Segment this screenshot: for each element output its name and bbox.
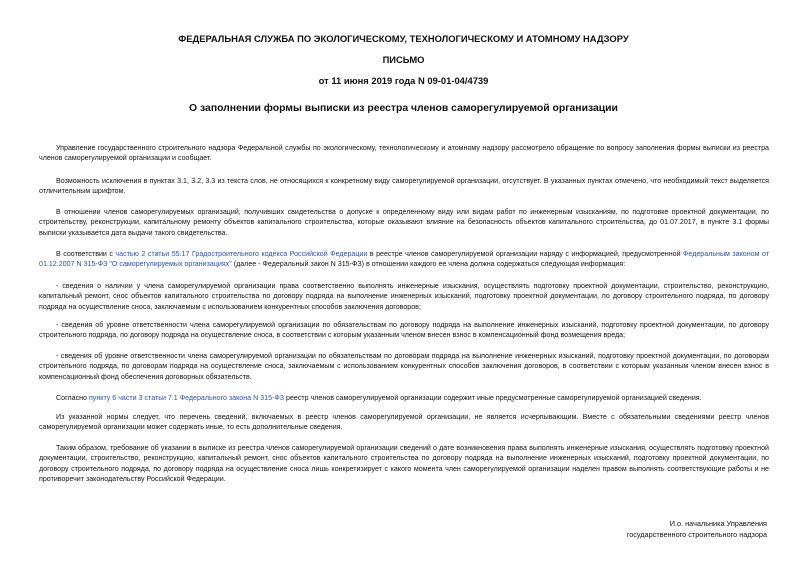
signature-line-2: государственного строительного надзора	[626, 530, 767, 539]
paragraph-10: Таким образом, требование об указании в выписке из реестра членов саморегулируемой организации сведений о дате возникновения права выполнять инженерные изыскания, осуществлять подготовку проектной документации, строительство, реконструкцию, капитальный ремонт, снос объектов капитального строительства по договору подряда на выполнение инженерных изысканий, подготовку проектной документации, по договору строительного подряда, по договору подряда на осуществление сноса лишь конкретизирует с какого момента член саморегулируемой организации наделен правом выполнять соответствующие работы и не противоречит законодательству Российской Федерации.	[39, 444, 769, 484]
paragraph-9: Из указанной нормы следует, что перечень сведений, включаемых в реестр членов саморегулируемой организации, не является исчерпывающим. Вместе с обязательными сведениями реестр членов саморегулируемой организации может содержать иные, то есть дополнительные сведения.	[39, 413, 769, 432]
paragraph-4-text-3: (далее - Федеральный закон N 315-ФЗ) в отношении каждого ее члена должна содержаться следующая информация:	[231, 260, 626, 269]
paragraph-4-text-2: в реестре членов саморегулируемой организации наряду с информацией, предусмотренной	[367, 250, 684, 258]
doc-date-number: от 11 июня 2019 года N 09-01-04/4739	[318, 75, 489, 86]
paragraph-1: Управление государственного строительного надзора Федеральной службы по экологическому, технологическому и атомному надзору рассмотрело обращение по вопросу заполнения формы выписки из реестра членов саморегулируемой организации и сообщает.	[39, 144, 769, 163]
doc-subject: О заполнении формы выписки из реестра членов саморегулируемой организации	[189, 103, 618, 114]
paragraph-8-text-1: Согласно	[56, 394, 89, 402]
paragraph-6: - сведения об уровне ответственности члена саморегулируемой организации по обязательствам по договору подряда на выполнение инженерных изысканий, подготовку проектной документации, по договору строительного подряда, по договору подряда на осуществление сноса, в соответствии с которым указанным членом внесен взнос в компенсационный фонд возмещения вреда;	[39, 321, 769, 340]
paragraph-8-text-2: реестр членов саморегулируемой организации содержит иные предусмотренные саморегулируемой организацией сведения.	[284, 394, 702, 402]
signature-line-1: И.о. начальника Управления	[669, 519, 767, 528]
paragraph-4	[39, 249, 769, 270]
paragraph-3: В отношении членов саморегулируемых организаций, получивших свидетельства о допуске к определенному виду или видам работ по инженерным изысканиям, по подготовке проектной документации, по строительству, реконструкции, капитальному ремонту объектов капитального строительства, которые оказывают влияние на безопасность объектов капитального строительства, до 01.07.2017, в пункте 3.1 формы выписки указывается дата выдачи такого свидетельства.	[39, 208, 769, 237]
paragraph-5: - сведения о наличии у члена саморегулируемой организации права соответственно выполнять инженерные изыскания, осуществлять подготовку проектной документации, строительство, реконструкцию, капитальный ремонт, снос объектов капитального строительства по договору подряда на выполнение инженерных изысканий, подготовку проектной документации, по договору строительного подряда, по договору подряда на осуществление сноса, заключаемым с использованием конкурентных способов заключения договоров;	[39, 282, 769, 311]
paragraph-2: Возможность исключения в пунктах 3.1, 3.2, 3.3 из текста слов, не относящихся к конкретному виду саморегулируемой организации, отсутствует. В указанных пунктах отмечено, что необходимый текст выделяется отличительным шрифтом.	[39, 177, 769, 196]
agency-title: ФЕДЕРАЛЬНАЯ СЛУЖБА ПО ЭКОЛОГИЧЕСКОМУ, ТЕХНОЛОГИЧЕСКОМУ И АТОМНОМУ НАДЗОРУ	[178, 33, 629, 44]
paragraph-7: - сведения об уровне ответственности члена саморегулируемой организации по обязательствам по договорам подряда на выполнение инженерных изысканий, подготовку проектной документации, по договорам строительного подряда, по договорам подряда на осуществление сноса, заключаемым с использованием конкурентных способов заключения договоров, в соответствии с которым указанным членом внесен взнос в компенсационный фонд обеспечения договорных обязательств.	[39, 352, 769, 381]
link-gradostroitelny-kodeks[interactable]: частью 2 статьи 55.17 Градостроительного кодекса Российской Федерации	[115, 250, 368, 258]
doc-type: ПИСЬМО	[382, 54, 425, 65]
link-article-7-1[interactable]: пункту 6 части 3 статьи 7.1 Федерального закона N 315-ФЗ	[88, 394, 285, 402]
paragraph-4-text-1: В соответствии с	[56, 250, 116, 258]
paragraph-8	[39, 393, 769, 403]
link-federal-law-315[interactable]: Федеральным законом от 01.12.2007 N 315-ФЗ "О саморегулируемых организациях"	[39, 250, 769, 269]
